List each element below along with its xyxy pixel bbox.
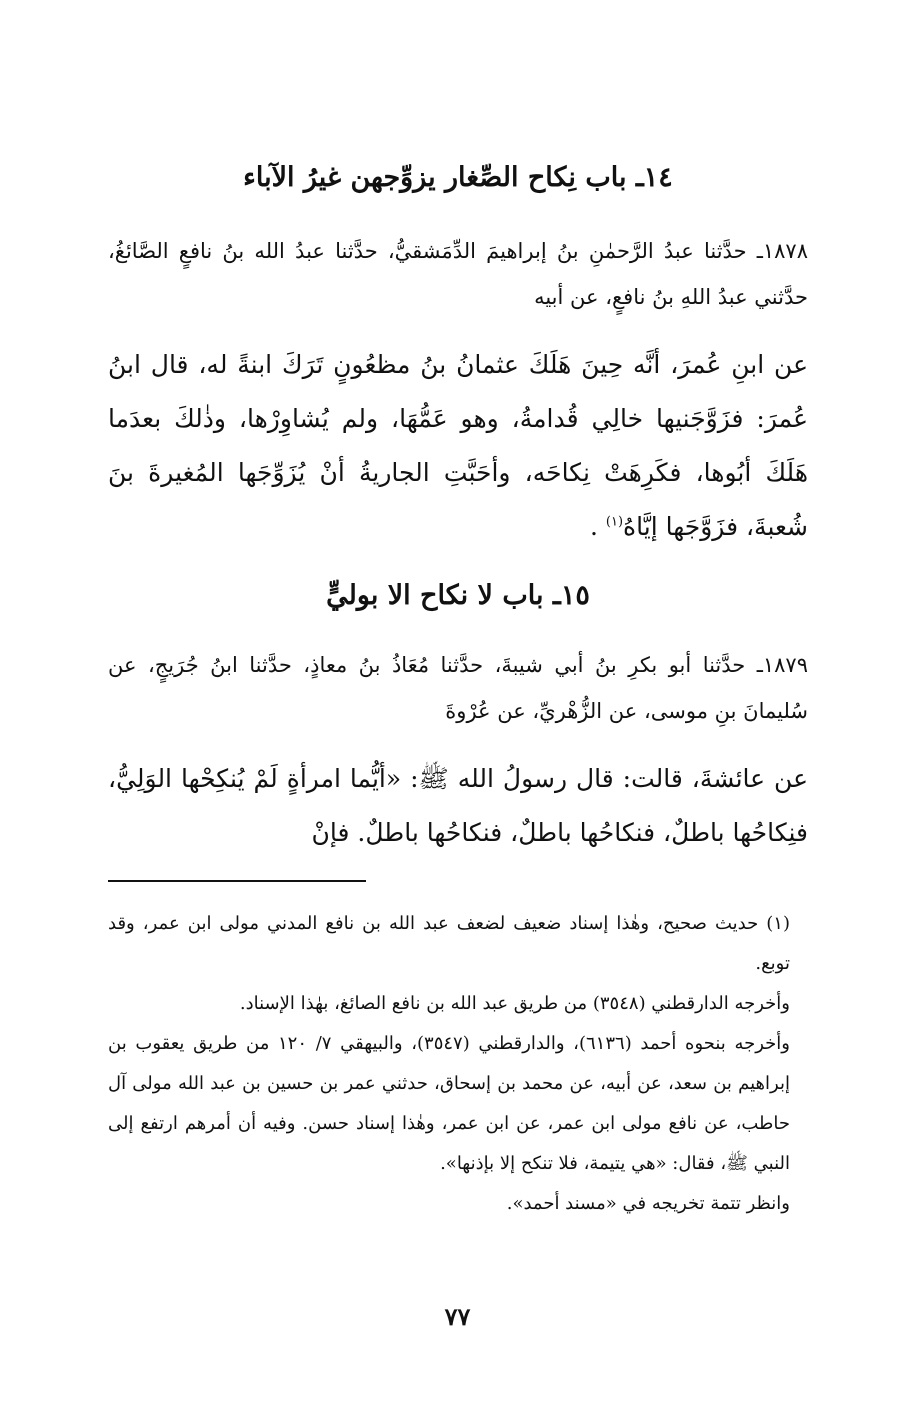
footnote-1-para-4: وانظر تتمة تخريجه في «مسند أحمد».	[506, 1193, 790, 1214]
footnote-separator	[108, 880, 366, 882]
page-number: ٧٧	[444, 1302, 471, 1331]
chapter-heading-14: ١٤ـ باب نِكاح الصِّغار يزوِّجهن غيرُ الآباء	[243, 162, 673, 193]
footnote-1: (١) حديث صحيح، وهٰذا إسناد ضعيف لضعف عبد الله بن نافع المدني مولى ابن عمر، وقد توبع.	[108, 913, 790, 974]
hadith-1879-isnad: ١٨٧٩ـ حدَّثنا أبو بكرِ بنُ أبي شيبةَ، حدَّثنا مُعَاذُ بنُ معاذٍ، حدَّثنا ابنُ جُرَيجٍ، عن سُليمانَ بنِ موسى، عن الزُّهْريِّ، عن عُرْوةَ	[108, 653, 808, 723]
hadith-1879-matn: عن عائشةَ، قالت: قال رسولُ الله ﷺ: «أيُّما امرأةٍ لَمْ يُنكِحْها الوَلِيُّ، فنِكاحُها باطلٌ، فنكاحُها باطلٌ، فنكاحُها باطلٌ. فإنْ	[108, 764, 808, 847]
footnote-ref-1[interactable]: (١)	[605, 514, 624, 530]
hadith-1878-text: عن ابنِ عُمرَ، أنَّه حِينَ هَلَكَ عثمانُ بنُ مظعُونٍ تَرَكَ ابنةً له، قال ابنُ عُمرَ: فزَوَّجَنيها خالِي قُدامةُ، وهو عَمُّهَا، ولم يُشاوِرْها، وذٰلكَ بعدَما هَلَكَ أبُوها، فكَرِهَتْ نِكاحَه، وأحَبَّتِ الجاريةُ أنْ يُزَوِّجَها المُغيرةَ بنَ شُعبةَ، فزَوَّجَها إيَّاهُ	[108, 350, 808, 541]
hadith-1878-end: .	[590, 512, 606, 541]
footnote-1-para-2: وأخرجه الدارقطني (٣٥٤٨) من طريق عبد الله بن نافع الصائغ، بهٰذا الإسناد.	[239, 993, 790, 1014]
footnote-1-para-3: وأخرجه بنحوه أحمد (٦١٣٦)، والدارقطني (٣٥٤٧)، والبيهقي ٧/ ١٢٠ من طريق يعقوب بن إبراهيم بن سعد، عن أبيه، عن محمد بن إسحاق، حدثني عمر بن حسين بن عبد الله مولى آل حاطب، عن نافع مولى ابن عمر، عن ابن عمر، وهٰذا إسناد حسن. وفيه أن أمرهم ارتفع إلى النبي ﷺ، فقال: «هي يتيمة، فلا تنكح إلا بإذنها».	[108, 1033, 790, 1174]
page-body	[108, 140, 808, 1224]
chapter-heading-15: ١٥ـ باب لا نكاح الا بوليٍّ	[326, 580, 590, 611]
hadith-1878-isnad: ١٨٧٨ـ حدَّثنا عبدُ الرَّحمٰنِ بنُ إبراهيمَ الدِّمَشقيُّ، حدَّثنا عبدُ الله بنُ نافعٍ الصَّائغُ، حدَّثني عبدُ اللهِ بنُ نافعٍ، عن أبيه	[108, 239, 808, 309]
footnotes	[108, 904, 808, 1224]
hadith-1878-matn	[108, 338, 808, 554]
